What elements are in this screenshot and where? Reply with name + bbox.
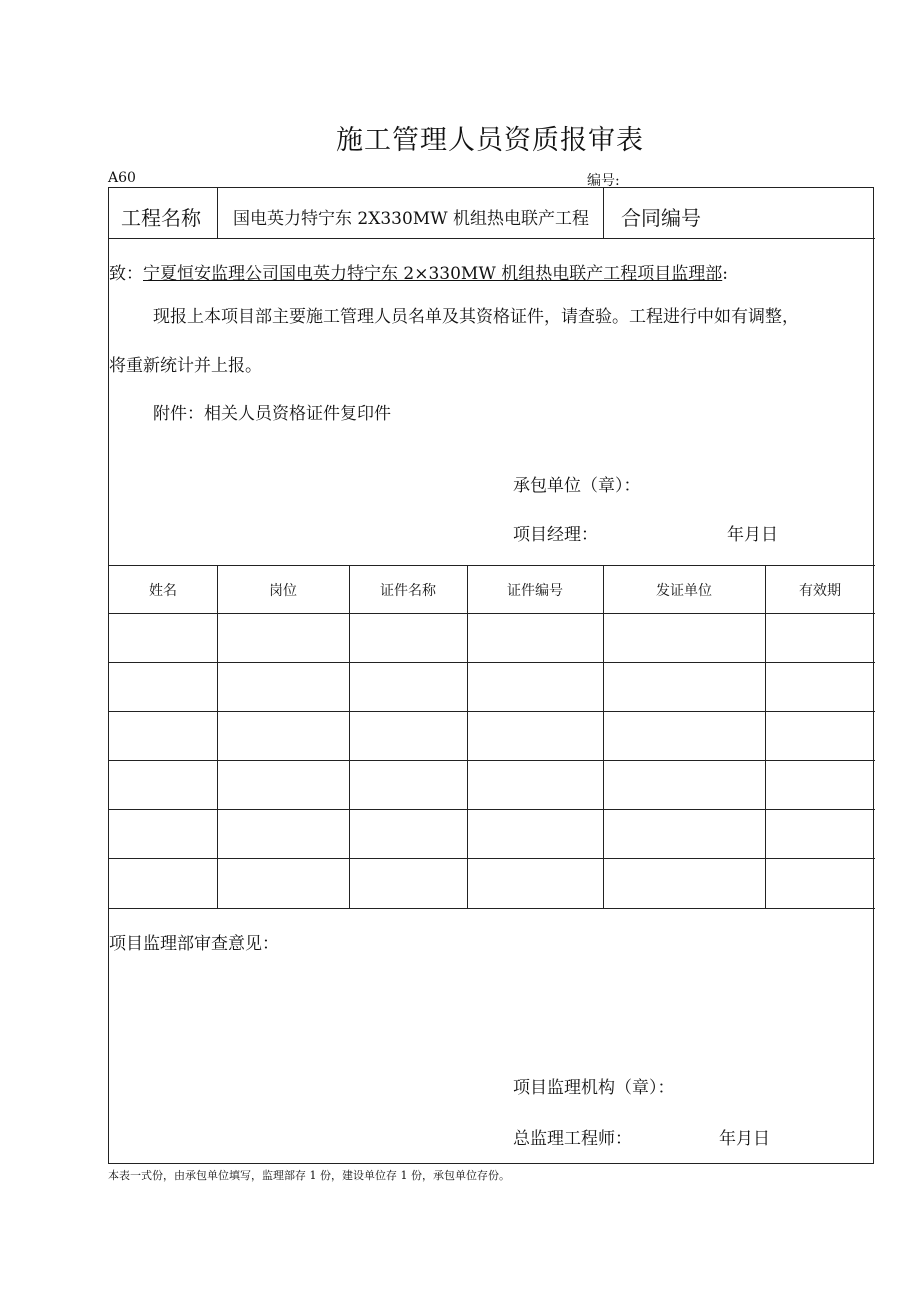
- col-divider: [765, 565, 766, 908]
- form-frame: [108, 187, 874, 1164]
- col-divider: [217, 565, 218, 908]
- column-header: 发证单位: [656, 583, 712, 599]
- project-manager-label: 项目经理：: [513, 525, 598, 545]
- column-header: 岗位: [269, 583, 297, 599]
- column-header: 姓名: [149, 583, 177, 599]
- column-header: 证件编号: [507, 583, 563, 599]
- form-code: A60: [108, 170, 136, 186]
- col-divider: [217, 188, 218, 238]
- supervision-seal-label: 项目监理机构（章）：: [513, 1078, 675, 1098]
- col-divider: [603, 188, 604, 238]
- col-divider: [349, 565, 350, 908]
- number-label: 编号:: [587, 173, 620, 189]
- to-suffix: :: [722, 264, 728, 284]
- body-line-2: 将重新统计并上报。: [109, 356, 262, 376]
- row-divider: [109, 613, 875, 614]
- row-divider: [109, 565, 875, 566]
- row-divider: [109, 760, 875, 761]
- col-divider: [603, 565, 604, 908]
- row-divider: [109, 238, 875, 239]
- page-title: 施工管理人员资质报审表: [336, 125, 644, 156]
- footer-note: 本表一式份，由承包单位填写，监理部存 1 份，建设单位存 1 份，承包单位存份。: [108, 1169, 510, 1182]
- contractor-seal-label: 承包单位（章）：: [513, 476, 641, 496]
- date-label: 年月日: [719, 1129, 770, 1149]
- row-divider: [109, 809, 875, 810]
- contract-number-label: 合同编号: [621, 206, 701, 230]
- project-name-value: 国电英力特宁东 2X330MW 机组热电联产工程: [233, 209, 590, 229]
- body-line-1: 现报上本项目部主要施工管理人员名单及其资格证件，请查验。工程进行中如有调整，: [153, 307, 799, 327]
- date-label: 年月日: [727, 525, 778, 545]
- row-divider: [109, 908, 875, 909]
- column-header: 有效期: [799, 583, 841, 599]
- column-header: 证件名称: [380, 583, 436, 599]
- attachment-note: 附件：相关人员资格证件复印件: [153, 404, 391, 424]
- project-name-label: 工程名称: [121, 206, 201, 230]
- review-opinion-label: 项目监理部审查意见：: [109, 934, 279, 954]
- chief-engineer-label: 总监理工程师：: [513, 1129, 632, 1149]
- row-divider: [109, 858, 875, 859]
- row-divider: [109, 662, 875, 663]
- to-recipient: 宁夏恒安监理公司国电英力特宁东 2×330MW 机组热电联产工程项目监理部: [143, 264, 723, 284]
- to-prefix: 致：: [109, 264, 143, 284]
- row-divider: [109, 711, 875, 712]
- addressee-line: [109, 259, 728, 284]
- col-divider: [467, 565, 468, 908]
